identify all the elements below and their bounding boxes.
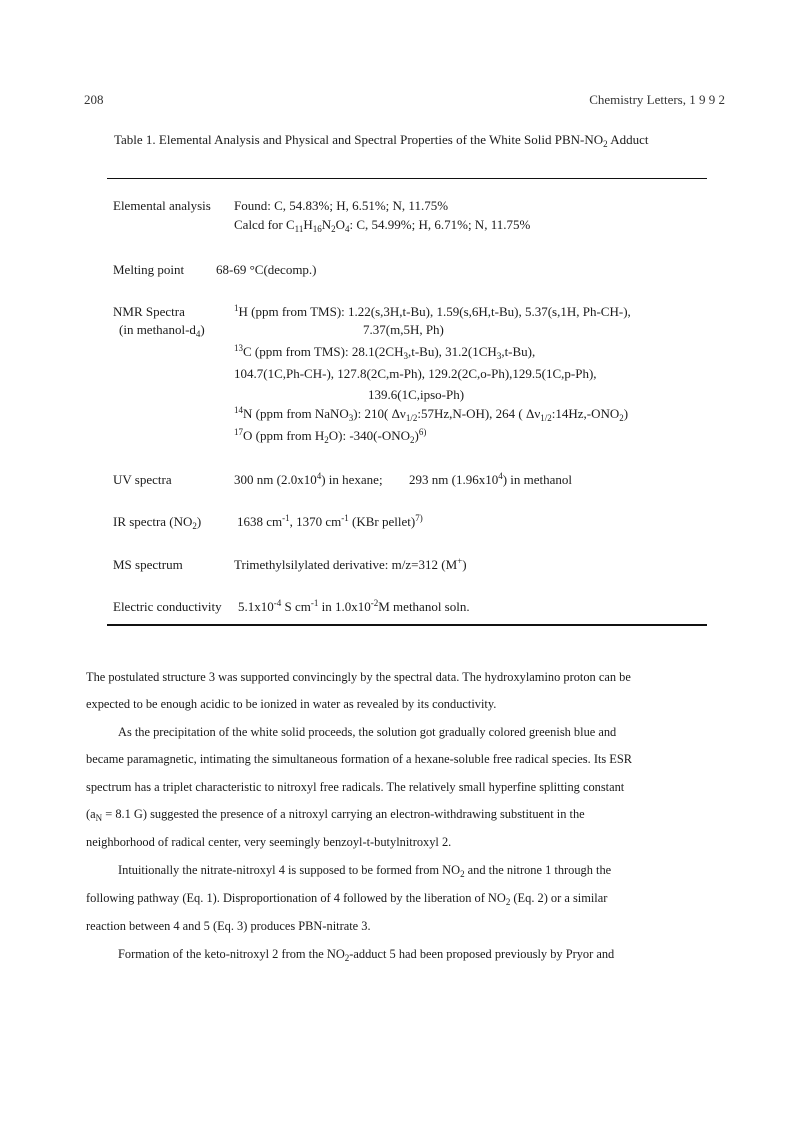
body-paragraph-2-line-5: neighborhood of radical center, very seemingly benzoyl-t-butylnitroxyl 2. <box>86 835 452 849</box>
elemental-calcd: Calcd for $C_{11}H_{16}N_2O_4$: C, 54.99%; H, 6.71%; N, 11.75% <box>234 217 531 234</box>
body-paragraph-1-line-1: The postulated structure 3 was supported convincingly by the spectral data. The hydroxylamino proton can be <box>86 670 631 684</box>
ms-value: Trimethylsilylated derivative: m/z=312 (M+) <box>234 556 467 572</box>
nmr-h1-line1: $^1$H (ppm from TMS): 1.22(s,3H,t-Bu), 1.59(s,6H,t-Bu), 5.37(s,1H, Ph-CH-), <box>234 303 631 319</box>
body-paragraph-3-line-1: Intuitionally the nitrate-nitroxyl 4 is supposed to be formed from $NO_2$ and the nitrone 1 through the <box>118 863 612 879</box>
ms-label: MS spectrum <box>113 557 183 572</box>
melting-label: Melting point <box>113 262 185 277</box>
body-paragraph-4-line-1: Formation of the keto-nitroxyl 2 from the $NO_2$-adduct 5 had been proposed previously by Pryor and <box>118 947 615 963</box>
body-paragraph-2-line-2: became paramagnetic, intimating the simultaneous formation of a hexane-soluble free radical species. Its ESR <box>86 752 633 766</box>
nmr-h1-line2: 7.37(m,5H, Ph) <box>363 322 444 337</box>
nmr-c13-line2: 104.7(1C,Ph-CH-), 127.8(2C,m-Ph), 129.2(2C,o-Ph),129.5(1C,p-Ph), <box>234 366 597 381</box>
body-paragraph-2-line-1: As the precipitation of the white solid proceeds, the solution got gradually colored greenish blue and <box>118 725 617 739</box>
conductivity-value: $5.1x10^{-4}$ S $cm^{-1}$ in $1.0x10^{-2}M$ methanol soln. <box>238 598 470 614</box>
nmr-c13-line3: 139.6(1C,ipso-Ph) <box>368 387 465 402</box>
uv-value-hexane: 300 nm $(2.0x10^4)$ in hexane; <box>234 471 383 487</box>
elemental-found: Found: C, 54.83%; H, 6.51%; N, 11.75% <box>234 198 449 213</box>
uv-value-methanol: 293 nm $(1.96x10^4)$ in methanol <box>409 471 573 487</box>
body-paragraph-1-line-2: expected to be enough acidic to be ionized in water as revealed by its conductivity. <box>86 697 497 711</box>
nmr-c13-line1: $^{13}$C (ppm from TMS): $28.1(2CH_3,t-Bu)$, $31.2(1CH_3,t-Bu)$, <box>234 343 536 361</box>
melting-value: 68-69 °C(decomp.) <box>216 262 317 277</box>
table-bottom-rule <box>107 624 707 626</box>
journal-name: Chemistry Letters, 1 9 9 2 <box>589 92 725 107</box>
ir-label: IR spectra $(NO_2)$ <box>113 514 202 531</box>
uv-label: UV spectra <box>113 472 172 487</box>
page-number: 208 <box>84 92 104 107</box>
nmr-n14-line: $^{14}$N (ppm from NaNO$_3$): 210( $\Delta\nu_{1/2}:57Hz,N-OH$), 264 ( $\Delta\nu_{1/2}:14Hz,-ONO_2$) <box>234 405 629 423</box>
body-paragraph-3-line-2: following pathway (Eq. 1). Disproportionation of 4 followed by the liberation of $NO_2$ (Eq. 2) or a similar <box>86 891 608 907</box>
nmr-label: NMR Spectra <box>113 304 185 319</box>
conductivity-label: Electric conductivity <box>113 599 222 614</box>
elemental-label: Elemental analysis <box>113 198 211 213</box>
body-paragraph-3-line-3: reaction between 4 and 5 (Eq. 3) produces PBN-nitrate 3. <box>86 919 371 933</box>
body-paragraph-2-line-4: ($a_N = 8.1$ G) suggested the presence of a nitroxyl carrying an electron-withdrawing substituent in the <box>86 807 585 823</box>
ir-value: 1638 $cm^{-1}$, 1370 $cm^{-1}$ (KBr pellet)$^{7)}$ <box>237 513 423 529</box>
body-paragraph-2-line-3: spectrum has a triplet characteristic to nitroxyl free radicals. The relatively small hyperfine splitting constant <box>86 780 625 794</box>
nmr-sublabel: (in methanol-$d_4$) <box>119 322 205 339</box>
table-top-rule <box>107 178 707 179</box>
nmr-o17-line: $^{17}$O (ppm from $H_2O$): $-340(-ONO_2)^{6)}$ <box>234 427 427 445</box>
table-caption: Table 1. Elemental Analysis and Physical and Spectral Properties of the White Solid PBN-$NO_2$ Adduct <box>114 132 649 149</box>
